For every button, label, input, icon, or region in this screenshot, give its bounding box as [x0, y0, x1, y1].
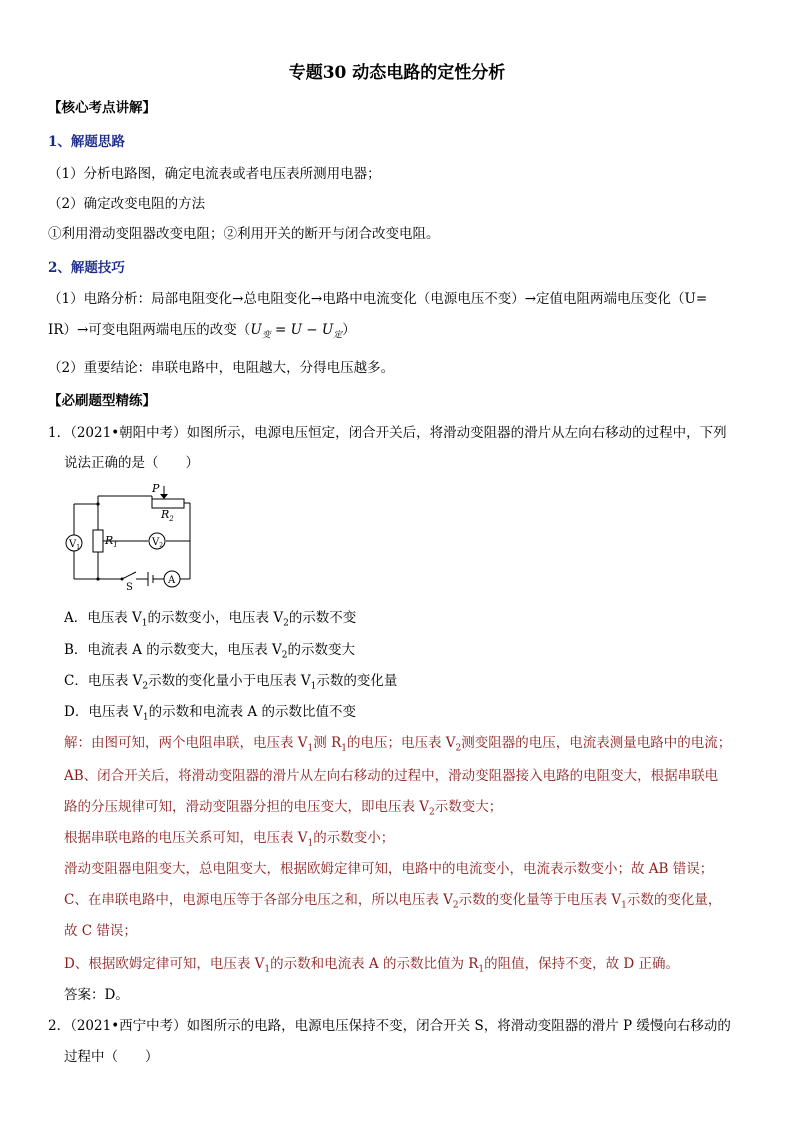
q1-option-c: C．电压表 $V_2$示数的变化量小于电压表 $V_1$示数的变化量: [64, 673, 398, 692]
label-s: S: [126, 582, 133, 592]
label-p: P: [152, 482, 160, 495]
junction-top: [96, 502, 99, 505]
q1-option-d: D．电压表 $V_1$的示数和电流表 A 的示数比值不变: [64, 704, 356, 723]
technique-analysis-line1: （1）电路分析：局部电阻变化→总电阻变化→电路中电流变化（电源电压不变）→定值电阻两端电压变化（U=: [48, 291, 708, 307]
technique-text: IR）→可变电阻两端电压的改变（: [48, 322, 251, 338]
formula-rest: = U − U: [270, 322, 334, 338]
q1-solution-line6: C、在串联电路中，电源电压等于各部分电压之和，所以电压表 $V_2$示数的变化量等于电压表 $V_1$示数的变化量，: [64, 892, 722, 911]
q1-solution-line4: 根据串联电路的电压关系可知，电压表 $V_1$的示数变小；: [64, 830, 395, 849]
technique-close: ）: [342, 322, 356, 338]
subheading-technique: 2、解题技巧: [48, 260, 125, 276]
approach-step-1: （1）分析电路图，确定电流表或者电压表所测用电器；: [48, 166, 381, 182]
q1-option-a: A．电压表 $V_1$的示数变小，电压表 $V_2$的示数不变: [64, 610, 357, 629]
subheading-approach: 1、解题思路: [48, 134, 125, 150]
label-v1: $V_1$: [69, 539, 81, 551]
label-a: A: [168, 575, 176, 586]
q2-stem-line2: 过程中（ ）: [64, 1049, 159, 1065]
q1-stem-line1: 1．（2021•朝阳中考）如图所示，电源电压恒定，闭合开关后，将滑动变阻器的滑片从左向右移动的过程中，下列: [48, 425, 727, 441]
q1-solution-line5: 滑动变阻器电阻变大，总电阻变大，根据欧姆定律可知，电路中的电流变小，电流表示数变小；故 AB 错误；: [64, 861, 714, 877]
q1-stem-line2: 说法正确的是（ ）: [64, 455, 199, 471]
formula-sub-variable: 变: [261, 330, 271, 341]
q1-option-b: B．电流表 A 的示数变大，电压表 $V_2$的示数变大: [64, 642, 356, 661]
section-heading-core: 【核心考点讲解】: [48, 100, 156, 116]
slider-arrow: [160, 494, 168, 499]
approach-step-2: （2）确定改变电阻的方法: [48, 196, 206, 212]
q1-solution-line3: 路的分压规律可知，滑动变阻器分担的电压变大，即电压表 $V_2$示数变大；: [64, 799, 503, 818]
formula: [250, 322, 343, 341]
switch-contact: [121, 578, 124, 581]
q1-circuit-diagram: [64, 482, 196, 592]
label-r2: $R_2$: [161, 508, 174, 523]
q1-solution-line2: AB、闭合开关后，将滑动变阻器的滑片从左向右移动的过程中，滑动变阻器接入电路的电阻变大，根据串联电: [64, 768, 719, 784]
q1-answer: 答案：D。: [64, 987, 129, 1003]
section-heading-practice: 【必刷题型精练】: [48, 393, 156, 409]
technique-analysis-line2: [48, 318, 356, 341]
technique-conclusion: （2）重要结论：串联电路中，电阻越大，分得电压越多。: [48, 360, 395, 376]
junction-bottom: [96, 577, 99, 580]
formula-u: U: [250, 322, 262, 338]
q1-solution-line1: 解：由图可知，两个电阻串联，电压表 $V_1$测 $R_1$的电压；电压表 $V_2$测变阻器的电压，电流表测量电路中的电流；: [64, 735, 732, 754]
label-r1: $R_1$: [105, 534, 118, 549]
resistor-r1: [93, 530, 103, 552]
formula-sub-fixed: 定: [333, 330, 343, 341]
label-v2: $V_2$: [152, 537, 164, 549]
q1-solution-line7: 故 C 错误；: [64, 923, 137, 939]
q1-solution-line8: D、根据欧姆定律可知，电压表 $V_1$的示数和电流表 A 的示数比值为 $R_1$的阻值，保持不变，故 D 正确。: [64, 956, 680, 975]
q2-stem-line1: 2．（2021•西宁中考）如图所示的电路，电源电压保持不变，闭合开关 S，将滑动变阻器的滑片 P 缓慢向右移动的: [48, 1018, 731, 1034]
page-title: 专题30 动态电路的定性分析: [288, 63, 506, 83]
approach-methods: ①利用滑动变阻器改变电阻；②利用开关的断开与闭合改变电阻。: [48, 226, 440, 242]
